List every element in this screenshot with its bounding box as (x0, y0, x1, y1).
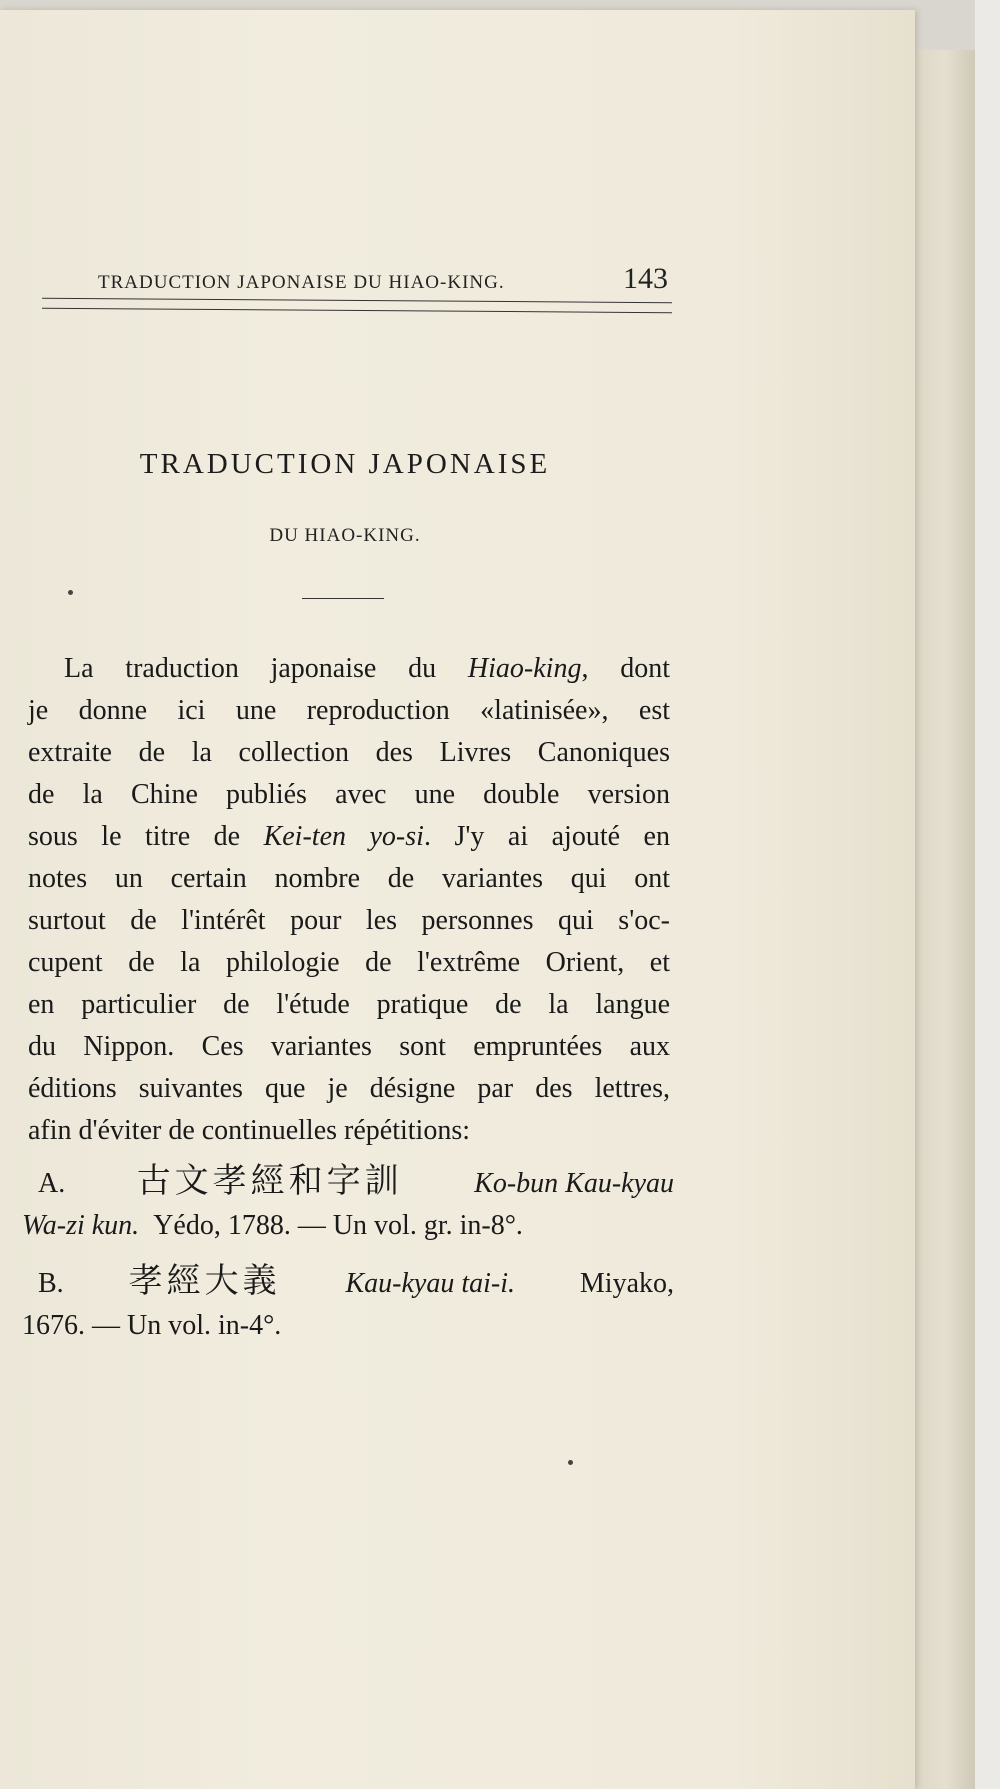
background-surface (975, 0, 1000, 1789)
text-line: du Nippon. Ces variantes sont empruntées aux (28, 1031, 670, 1062)
paper-speck (68, 590, 73, 595)
chapter-subtitle: DU HIAO-KING. (269, 525, 421, 546)
edition-b (22, 1260, 674, 1347)
edition-letter: A. (38, 1168, 66, 1199)
edition-cjk-title: 孝經大義 (128, 1261, 281, 1301)
edition-a (22, 1160, 674, 1247)
paper-speck (568, 1460, 573, 1465)
text-line: notes un certain nombre de variantes qui ont (28, 863, 670, 894)
text-line: cupent de la philologie de l'extrême Orient, et (28, 947, 670, 978)
edition-letter: B. (38, 1268, 64, 1299)
edition-cjk-title: 古文孝經和字訓 (136, 1161, 403, 1201)
text-line: La traduction japonaise du Hiao-king, dont (64, 653, 670, 684)
edition-romanized-title: Kau-kyau tai-i. (345, 1268, 515, 1299)
body-paragraph (28, 648, 670, 1152)
text-line: en particulier de l'étude pratique de la langue (28, 989, 670, 1020)
text-line: afin d'éviter de continuelles répétitions: (28, 1115, 471, 1146)
edition-details: Yédo, 1788. — Un vol. gr. in-8°. (153, 1210, 523, 1241)
edition-details: 1676. — Un vol. in-4°. (22, 1310, 282, 1341)
edition-romanized-cont: Wa-zi kun. (22, 1210, 140, 1241)
edition-place: Miyako, (579, 1268, 674, 1299)
page-edges (915, 50, 975, 1789)
running-head (98, 262, 668, 296)
text-line: extraite de la collection des Livres Canoniques (28, 737, 670, 768)
text-line: je donne ici une reproduction «latinisée», est (28, 695, 670, 726)
text-line: surtout de l'intérêt pour les personnes qui s'oc- (28, 905, 670, 936)
text-line: de la Chine publiés avec une double version (28, 779, 670, 810)
running-head-title: TRADUCTION JAPONAISE DU HIAO-KING. (98, 272, 505, 293)
chapter-title: TRADUCTION JAPONAISE (139, 448, 551, 480)
edition-romanized-title: Ko-bun Kau-kyau (474, 1168, 674, 1199)
page-number: 143 (623, 262, 668, 295)
text-line: sous le titre de Kei-ten yo-si. J'y ai ajouté en (28, 821, 670, 852)
text-line: éditions suivantes que je désigne par des lettres, (28, 1073, 670, 1104)
section-divider (302, 598, 384, 599)
